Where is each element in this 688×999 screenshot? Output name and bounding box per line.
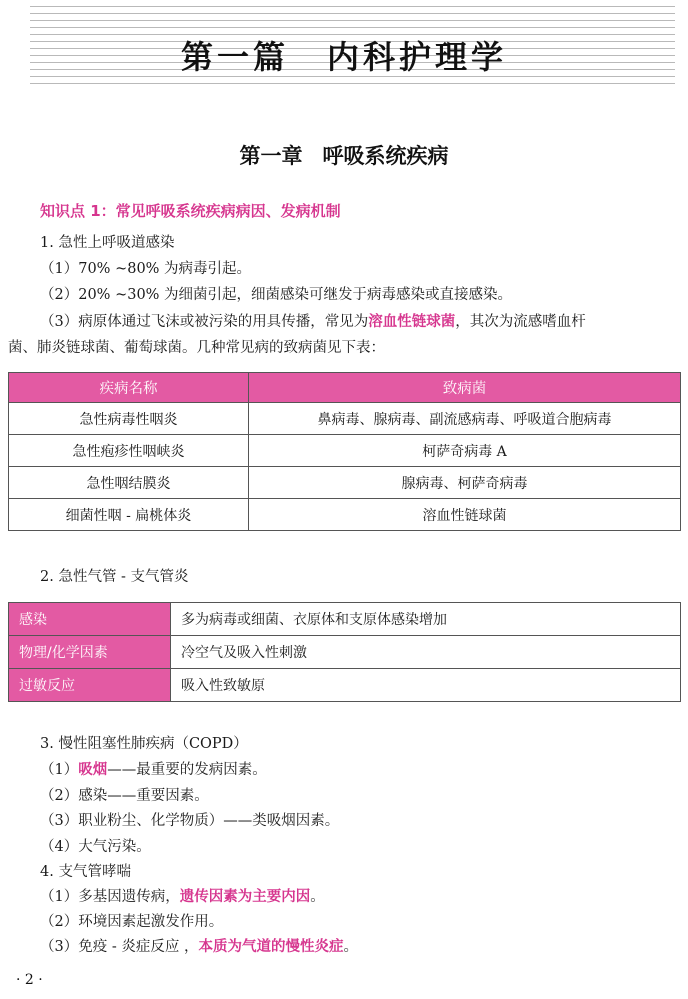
table-key-cell: 物理/化学因素 xyxy=(9,636,171,669)
highlight-genetic: 遗传因素为主要内因 xyxy=(179,889,311,905)
section3-item3: （3）职业粉尘、化学物质）——类吸烟因素。 xyxy=(40,813,340,829)
table-row xyxy=(9,435,681,467)
chapter-title-left: 第一章 xyxy=(239,143,303,168)
chapter-title-right: 呼吸系统疾病 xyxy=(322,143,449,168)
section3-item1: （1）吸烟——最重要的发病因素。 xyxy=(40,762,267,778)
table-row xyxy=(9,603,681,636)
table-value-cell: 冷空气及吸入性刺激 xyxy=(171,636,681,669)
table-row xyxy=(9,467,681,499)
section1-item1: （1）70% ~80% 为病毒引起。 xyxy=(40,261,252,277)
page-number: · 2 · xyxy=(16,972,43,988)
section4-item2: （2）环境因素起激发作用。 xyxy=(40,914,224,930)
table-key-cell: 感染 xyxy=(9,603,171,636)
table-cell: 溶血性链球菌 xyxy=(249,499,681,531)
table-cell: 腺病毒、柯萨奇病毒 xyxy=(249,467,681,499)
table-cell: 细菌性咽 - 扁桃体炎 xyxy=(9,499,249,531)
table-header-row xyxy=(9,373,681,403)
section2-heading: 2. 急性气管 - 支气管炎 xyxy=(40,569,189,585)
section3-item2: （2）感染——重要因素。 xyxy=(40,788,209,804)
section4-item3: （3）免疫 - 炎症反应 ，本质为气道的慢性炎症。 xyxy=(40,939,358,955)
knowledge-point-title: 知识点 1：常见呼吸系统疾病病因、发病机制 xyxy=(40,202,341,220)
pathogen-table xyxy=(8,372,681,531)
table-key-cell: 过敏反应 xyxy=(9,669,171,702)
section1-item3-cont: 菌、肺炎链球菌、葡萄球菌。几种常见病的致病菌见下表： xyxy=(8,340,385,356)
highlight-smoking: 吸烟 xyxy=(78,762,108,778)
table-cell: 急性咽结膜炎 xyxy=(9,467,249,499)
table-row xyxy=(9,669,681,702)
table-cell: 急性病毒性咽炎 xyxy=(9,403,249,435)
section1-item3: （3）病原体通过飞沫或被污染的用具传播，常见为溶血性链球菌，其次为流感嗜血杆 xyxy=(40,314,586,330)
table-header-disease: 疾病名称 xyxy=(9,373,249,403)
section1-item2: （2）20% ~30% 为细菌引起，细菌感染可继发于病毒感染或直接感染。 xyxy=(40,287,513,303)
part-title-right: 内科护理学 xyxy=(327,38,508,76)
section4-item1: （1）多基因遗传病，遗传因素为主要内因。 xyxy=(40,889,325,905)
part-title-left: 第一篇 xyxy=(180,38,289,76)
table-header-pathogen: 致病菌 xyxy=(249,373,681,403)
table-row xyxy=(9,499,681,531)
chapter-title xyxy=(0,140,688,170)
table-value-cell: 多为病毒或细菌、衣原体和支原体感染增加 xyxy=(171,603,681,636)
table-row xyxy=(9,403,681,435)
table-value-cell: 吸入性致敏原 xyxy=(171,669,681,702)
table-cell: 急性疱疹性咽峡炎 xyxy=(9,435,249,467)
table-cell: 柯萨奇病毒 A xyxy=(249,435,681,467)
highlight-streptococcus: 溶血性链球菌 xyxy=(368,314,456,330)
section4-heading: 4. 支气管哮喘 xyxy=(40,864,131,880)
table-row xyxy=(9,636,681,669)
highlight-chronic-inflammation: 本质为气道的慢性炎症 xyxy=(198,939,344,955)
section3-item4: （4）大气污染。 xyxy=(40,839,151,855)
table-cell: 鼻病毒、腺病毒、副流感病毒、呼吸道合胞病毒 xyxy=(249,403,681,435)
section1-heading: 1. 急性上呼吸道感染 xyxy=(40,235,175,251)
bronchitis-cause-table xyxy=(8,602,681,702)
section3-heading: 3. 慢性阻塞性肺疾病（COPD） xyxy=(40,736,248,752)
part-title xyxy=(0,32,688,78)
